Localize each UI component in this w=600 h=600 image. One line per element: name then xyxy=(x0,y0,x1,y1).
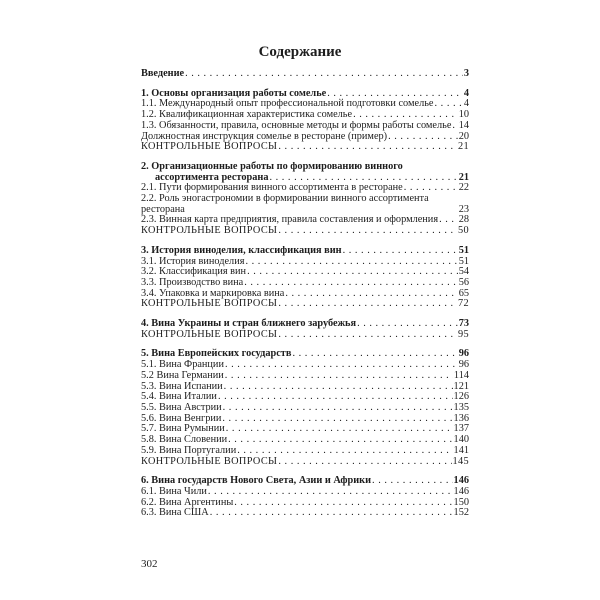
toc-page-number: 14 xyxy=(458,119,469,131)
table-of-contents xyxy=(141,69,469,519)
toc-page-number: 126 xyxy=(453,391,469,403)
toc-entry-title: 6.2. Вина Аргентины xyxy=(141,496,234,508)
dot-leader xyxy=(226,424,453,435)
toc-page-number: 137 xyxy=(453,423,469,435)
toc-page-number: 96 xyxy=(458,359,469,371)
dot-leader xyxy=(278,330,457,341)
toc-page-number: 150 xyxy=(453,496,469,508)
toc-entry-title: Должностная инструкция сомелье в ресторане (пример) xyxy=(141,130,388,142)
toc-entry-title: 3.4. Упаковка и маркировка вина xyxy=(141,287,285,299)
toc-entry-title: ассортимента ресторана xyxy=(155,171,269,183)
toc-entry-title: 5.4. Вина Италии xyxy=(141,391,217,403)
toc-entry-title: 1. Основы организация работы сомелье xyxy=(141,87,327,99)
toc-entry xyxy=(141,142,469,153)
toc-chapter-entry xyxy=(141,69,469,80)
dot-leader xyxy=(343,246,458,257)
dot-leader xyxy=(278,457,451,468)
toc-entry-title: 5.9. Вина Португалии xyxy=(141,444,237,456)
dot-leader xyxy=(388,132,458,143)
toc-page-number: 145 xyxy=(452,455,469,467)
toc-entry-title: 6.3. Вина США xyxy=(141,507,209,519)
toc-page-number: 51 xyxy=(458,244,469,256)
toc-page-number: 20 xyxy=(458,130,469,142)
toc-entry-title: 5. Вина Европейских государств xyxy=(141,348,292,360)
toc-entry-title: 5.3. Вина Испании xyxy=(141,380,223,392)
dot-leader xyxy=(223,403,453,414)
toc-page-number: 114 xyxy=(453,369,469,381)
toc-page-number: 73 xyxy=(458,318,469,330)
toc-entry-title: 2.3. Винная карта предприятия, правила составления и оформления xyxy=(141,214,439,226)
toc-page-number: 22 xyxy=(458,182,469,194)
toc-entry-title: 6.1. Вина Чили xyxy=(141,485,207,497)
toc-page-number: 140 xyxy=(453,434,469,446)
dot-leader xyxy=(278,299,457,310)
dot-leader xyxy=(247,267,458,278)
toc-entry xyxy=(141,457,469,468)
toc-entry-title: 3.3. Производство вина xyxy=(141,276,244,288)
toc-entry xyxy=(141,371,469,382)
toc-entry xyxy=(141,121,469,132)
toc-entry-title: 5.8. Вина Словении xyxy=(141,434,228,446)
toc-entry-title: 6. Вина государств Нового Света, Азии и Африки xyxy=(141,475,372,487)
dot-leader xyxy=(225,360,458,371)
dot-leader xyxy=(285,289,457,300)
dot-leader xyxy=(225,371,453,382)
toc-page-number: 21 xyxy=(458,141,469,153)
dot-leader xyxy=(439,215,458,226)
toc-entry-title: 5.7. Вина Румынии xyxy=(141,423,225,435)
toc-entry-title: КОНТРОЛЬНЫЕ ВОПРОСЫ xyxy=(141,328,278,340)
toc-entry-title: КОНТРОЛЬНЫЕ ВОПРОСЫ xyxy=(141,455,278,467)
toc-entry-title: 2.1. Пути формирования винного ассортимента в ресторане xyxy=(141,182,403,194)
dot-leader xyxy=(278,226,457,237)
toc-entry xyxy=(141,226,469,237)
dot-leader xyxy=(234,498,452,509)
toc-entry-title: 5.1. Вина Франции xyxy=(141,359,224,371)
toc-entry-title: 4. Вина Украины и стран ближнего зарубежья xyxy=(141,318,357,330)
toc-entry-title: 1.1. Международный опыт профессиональной подготовки сомелье xyxy=(141,98,434,110)
toc-entry-title: 3. История виноделия, классификация вин xyxy=(141,244,342,256)
toc-entry-title: 2.2. Роль эногастрономии в формировании винного ассортимента ресторана xyxy=(141,193,429,215)
dot-leader xyxy=(372,476,453,487)
toc-entry-title: 3.2. Классификация вин xyxy=(141,266,247,278)
toc-chapter-entry xyxy=(141,246,469,257)
toc-page-number: 23 xyxy=(458,203,469,215)
page-title: Содержание xyxy=(258,44,342,60)
dot-leader xyxy=(218,392,453,403)
toc-page-number: 146 xyxy=(453,475,469,487)
toc-entry-title: 5.6. Вина Венгрии xyxy=(141,412,222,424)
toc-page-number: 4 xyxy=(463,98,469,110)
toc-entry-title: 2. Организационные работы по формированию винного xyxy=(141,160,403,172)
dot-leader xyxy=(357,319,458,330)
toc-entry-title: КОНТРОЛЬНЫЕ ВОПРОСЫ xyxy=(141,141,278,153)
toc-page-number: 10 xyxy=(458,109,469,121)
toc-page-number: 54 xyxy=(458,266,469,278)
toc-entry xyxy=(141,508,469,519)
toc-page-number: 21 xyxy=(458,171,469,183)
toc-entry-title: 1.3. Обязанности, правила, основные методы и формы работы сомелье xyxy=(141,119,452,131)
toc-entry-title: 5.5. Вина Австрии xyxy=(141,401,222,413)
page-number: 302 xyxy=(141,558,158,570)
toc-page-number: 65 xyxy=(458,287,469,299)
toc-entry-title: 1.2. Квалификационная характеристика сомелье xyxy=(141,109,353,121)
dot-leader xyxy=(210,508,453,519)
toc-page-number: 72 xyxy=(458,298,469,310)
toc-page-number: 3 xyxy=(463,68,469,79)
toc-entry-title: КОНТРОЛЬНЫЕ ВОПРОСЫ xyxy=(141,225,278,237)
dot-leader xyxy=(208,487,453,498)
dot-leader xyxy=(452,121,457,132)
toc-page-number: 51 xyxy=(458,255,469,267)
dot-leader xyxy=(278,142,457,153)
toc-page-number: 136 xyxy=(453,412,469,424)
toc-page-number: 141 xyxy=(453,444,469,456)
toc-entry xyxy=(141,299,469,310)
toc-page-number: 96 xyxy=(458,348,469,360)
toc-page-number: 152 xyxy=(453,507,469,519)
toc-page-number: 95 xyxy=(458,328,469,340)
toc-entry xyxy=(141,194,469,215)
toc-entry-title: 3.1. История виноделия xyxy=(141,255,245,267)
toc-page-number: 146 xyxy=(453,485,469,497)
toc-entry xyxy=(141,487,469,498)
toc-page-number: 121 xyxy=(453,380,469,392)
toc-page-number: 135 xyxy=(453,401,469,413)
toc-entry xyxy=(141,330,469,341)
dot-leader xyxy=(224,382,453,393)
dot-leader xyxy=(245,257,457,268)
toc-page-number: 4 xyxy=(463,87,469,99)
dot-leader xyxy=(228,435,452,446)
dot-leader xyxy=(292,349,457,360)
dot-leader xyxy=(185,69,463,80)
toc-page-number: 28 xyxy=(458,214,469,226)
toc-entry xyxy=(141,446,469,457)
toc-entry-title: 5.2 Вина Германии xyxy=(141,369,224,381)
toc-page-number: 50 xyxy=(458,225,469,237)
toc-entry-title: Введение xyxy=(141,68,185,79)
dot-leader xyxy=(222,414,452,425)
dot-leader xyxy=(237,446,452,457)
toc-page-number: 56 xyxy=(458,276,469,288)
toc-entry-title: КОНТРОЛЬНЫЕ ВОПРОСЫ xyxy=(141,298,278,310)
